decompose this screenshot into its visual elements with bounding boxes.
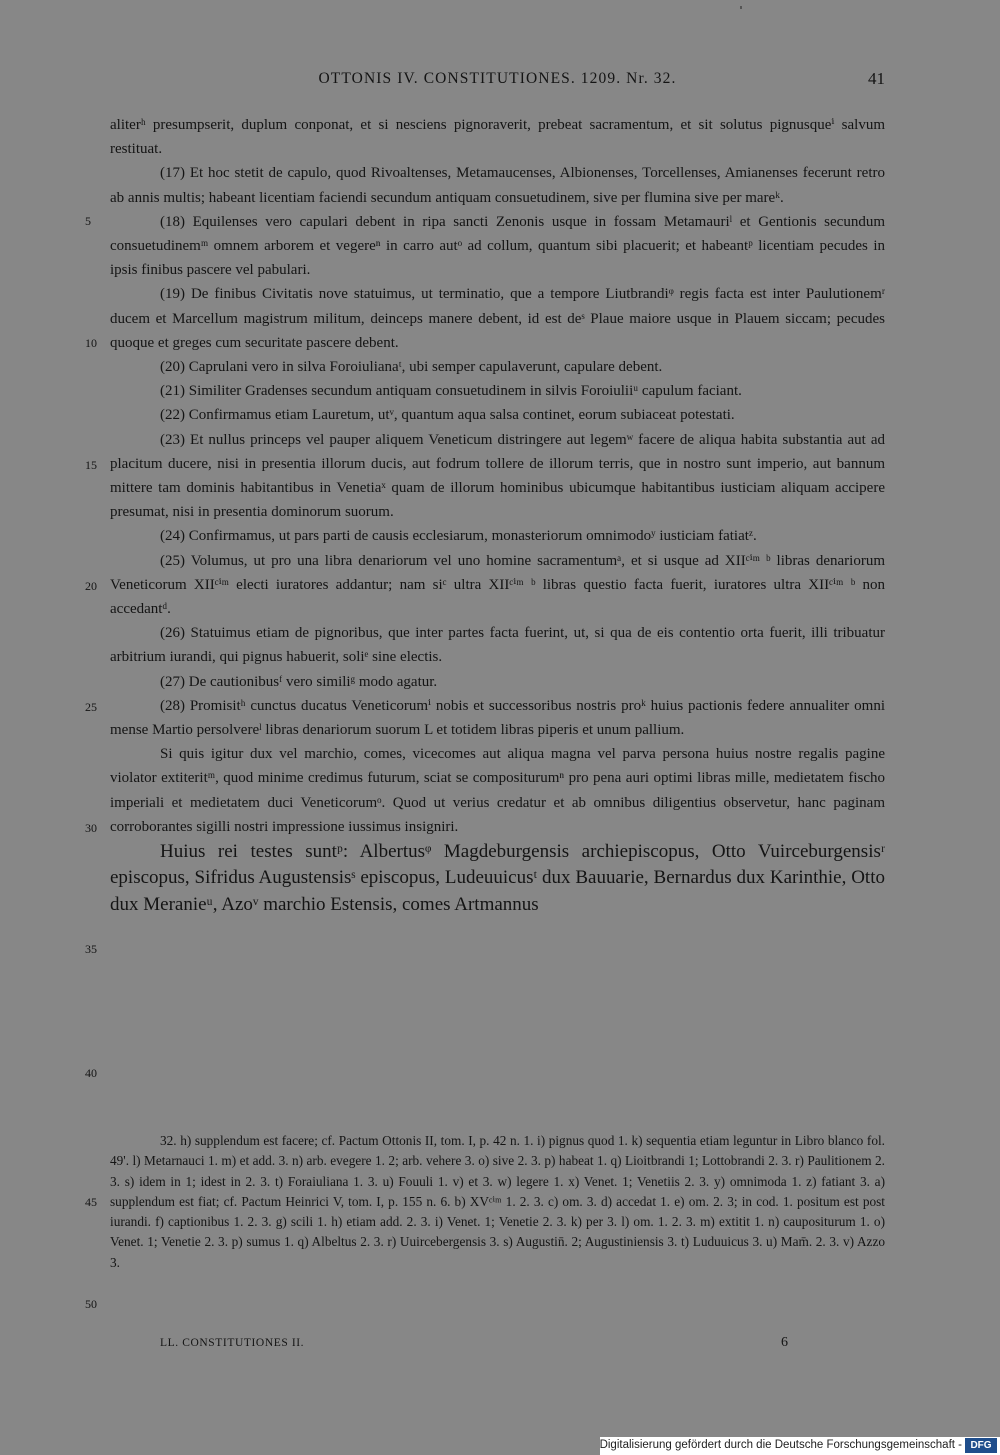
line-number: 50: [85, 1297, 97, 1311]
footer-signature: LL. CONSTITUTIONES II.: [160, 1337, 305, 1349]
paragraph-18: (18) Equilenses vero capulari debent in ripa sancti Zenonis usque in fossam Metamauriˡ et Gentionis secundum consuetudinemᵐ omnem arborem et vegereⁿ in carro autᵒ ad collum, quantum sibi placuerit; et habeantᵖ licentiam pecudes in ipsis finibus pascere vel pabulari.: [110, 213, 885, 279]
paragraph-19: (19) De finibus Civitatis nove statuimus, ut terminatio, que a tempore Liutbrandiᵠ regis facta est inter Paulutionemʳ ducem et Marcellum magistrum militum, deinceps manere debent, id est deˢ Plaue maiore usque in Plauem siccam; pecudes quoque et greges cum securitate pascere debent.: [110, 286, 885, 351]
paragraph-26: (26) Statuimus etiam de pignoribus, que inter partes facta fuerint, ut, si qua de eis contentio orta fuerit, illi tribuatur arbitrium iurandi, qui pignus habuerit, soliᵉ sine electis.: [110, 625, 885, 666]
paragraph-23: (23) Et nullus princeps vel pauper aliquem Veneticum distringere aut legemʷ facere de aliqua habita substantia aut ad placitum ducere, nisi in presentia illorum ducis, aut fodrum tollere de illorum terris, que in nostro sunt imperio, aut bannum mittere tam dominis habitantibus in Venetiaˣ quam de illorum hominibus ubicumque habitantibus iusticiam aliquam accipere presumat, nisi in presentia dominorum suorum.: [110, 431, 885, 521]
digitization-credit: [600, 1437, 1000, 1455]
page-number: 41: [868, 69, 885, 88]
line-number: 10: [85, 336, 97, 350]
sanction-clause: Si quis igitur dux vel marchio, comes, vicecomes aut aliqua magna vel parva persona huius nostre regalis pagine violator extiteritᵐ, quod minime credimus futurum, sciat se compositurumⁿ pro pena auri optimi libras mille, medietatem fischo imperiali et medietatem duci Veneticorumᵒ. Quod ut verius credatur et ab omnibus diligentius observetur, hanc paginam corroborantes sigilli nostri impressione iussimus insigniri.: [110, 746, 885, 835]
line-number: 45: [85, 1195, 97, 1209]
line-number: 20: [85, 579, 97, 593]
footnotes: [110, 1131, 885, 1273]
paragraph-24: (24) Confirmamus, ut pars parti de causis ecclesiarum, monasteriorum omnimodoʸ iusticiam fatiatᶻ.: [160, 528, 757, 545]
paragraph-20: (20) Caprulani vero in silva Foroiulianaᵗ, ubi semper capulaverunt, capulare debent.: [160, 359, 663, 376]
paragraph-17: (17) Et hoc stetit de capulo, quod Rivoaltenses, Metamaucenses, Albionenses, Torcellenses, Amianenses fecerunt retro ab annis multis; habeant licentiam faciendi secundum antiquam consuetudinem, sive per flumina sive per mareᵏ.: [110, 165, 885, 206]
witness-list: Huius rei testes suntᵖ: Albertusᵠ Magdeburgensis archiepiscopus, Otto Vuirceburgensisʳ episcopus, Sifridus Augustensisˢ episcopus, Ludeuuicusᵗ dux Bauuarie, Bernardus dux Karinthie, Otto dux Meranieᵘ, Azoᵛ marchio Estensis, comes Artmannus: [110, 841, 885, 915]
footnote-apparatus: 32. h) supplendum est facere; cf. Pactum Ottonis II, tom. I, p. 42 n. 1. i) pignus quod 1. k) sequentia etiam leguntur in Libro blanco fol. 49'. l) Metarnauci 1. m) et add. 3. n) arb. evegere 1. 2; arb. vehere 3. o) sive 2. 3. p) habeat 1. q) Lioitbrandi 1; Lottobrandi 2. 3. r) Paulitionem 2. 3. s) idem in 1; idest in 2. 3. t) Foraiuliana 1. 3. u) Fouuli 1. v) et 3. w) legere 1. x) Venet. 1; Venetiis 2. 3. y) omnimoda 1. z) fatiant 3. a) supplendum est fiat; cf. Pactum Heinrici V, tom. I, p. 155 n. 6. b) XVᶜⁱᵐ 1. 2. 3. c) om. 3. d) accedat 1. e) om. 2. 3; in cod. 1. positum est post iurandi. f) captionibus 1. 2. 3. g) scili 1. h) etiam add. 2. 3. i) Venet. 1; Venetie 2. 3. k) per 3. l) om. 1. 2. 3. m) extitit 1. n) caupositurum 1. o) Venet. 1; Venetie 2. 3. p) sumus 1. q) Albeltus 2. 3. r) Uuircebergensis 3. s) Augustin̄. 2; Augustiniensis 3. t) Luduuicus 3. u) Mam̄. 2. 3. v) Azzo 3.: [110, 1133, 885, 1270]
line-number: 30: [85, 821, 97, 835]
paragraph: aliterʰ presumpserit, duplum conponat, et si nesciens pignoraverit, prebeat sacramentum, et sit solutus pignusqueⁱ salvum restituat.: [110, 117, 885, 158]
line-number: 5: [85, 214, 91, 228]
credit-text: Digitalisierung gefördert durch die Deutsche Forschungsgemeinschaft -: [599, 1439, 962, 1451]
paragraph-22: (22) Confirmamus etiam Lauretum, utᵛ, quantum aqua salsa continet, eorum subiaceat potestati.: [160, 407, 735, 424]
paragraph-27: (27) De cautionibusᶠ vero similiᵍ modo agatur.: [160, 673, 438, 690]
scan-speck: [740, 6, 742, 9]
running-title: OTTONIS IV. CONSTITUTIONES. 1209. Nr. 32.: [318, 70, 677, 87]
paragraph-21: (21) Similiter Gradenses secundum antiquam consuetudinem in silvis Foroiuliiᵘ capulum faciant.: [160, 383, 742, 400]
line-number: 15: [85, 458, 97, 472]
page-header: [110, 70, 885, 96]
line-number: 35: [85, 942, 97, 956]
line-number: 25: [85, 700, 97, 714]
dfg-logo-icon: DFG: [965, 1438, 997, 1453]
main-text: [110, 113, 885, 918]
paragraph-25: (25) Volumus, ut pro una libra denariorum vel uno homine sacramentumᵃ, et si usque ad XIIᶜⁱᵐ ᵇ libras denariorum Veneticorum XIIᶜⁱᵐ electi iuratores addantur; nam siᶜ ultra XIIᶜⁱᵐ ᵇ libras questio facta fuerit, iuratores ultra XIIᶜⁱᵐ ᵇ non accedantᵈ.: [110, 552, 885, 618]
line-number: 40: [85, 1066, 97, 1080]
paragraph-28: (28) Promisitʰ cunctus ducatus Veneticorumⁱ nobis et successoribus nostris proᵏ huius pactionis federe annualiter omni mense Martio persolvereˡ libras denariorum suorum L et totidem libras piperis et unum pallium.: [110, 697, 885, 739]
sheet-number: 6: [781, 1335, 788, 1350]
